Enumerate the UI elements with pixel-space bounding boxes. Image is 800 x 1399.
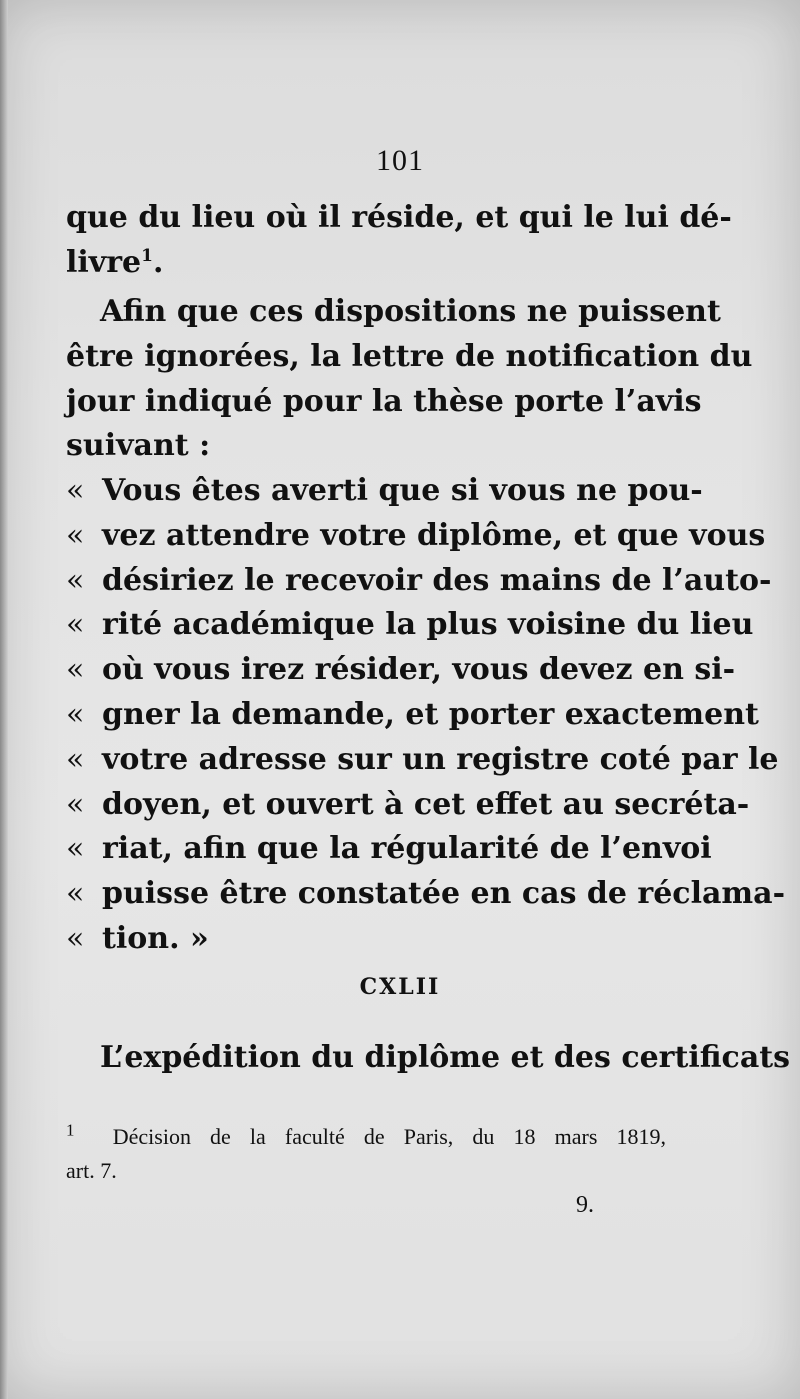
quote-line <box>66 514 766 559</box>
text-line: Afin que ces dispositions ne puissent <box>100 294 721 329</box>
footnote-number <box>66 1120 113 1149</box>
guillemet: « <box>66 920 85 956</box>
text-line: suivant : <box>66 428 211 464</box>
quote-line <box>66 827 712 872</box>
quote-text: vez attendre votre diplôme, et que vous <box>102 517 766 553</box>
paragraph-notification <box>66 290 753 469</box>
quoted-notice <box>66 469 786 962</box>
quote-line <box>66 603 754 648</box>
quote-line <box>66 738 779 783</box>
text-line: jour indiqué pour la thèse porte l’avis <box>66 383 702 419</box>
text-line <box>66 241 666 286</box>
quote-line <box>66 917 666 962</box>
quote-line <box>66 783 750 828</box>
page-edge <box>0 0 8 1399</box>
text-fragment: livre <box>66 244 142 280</box>
quote-text: gner la demande, et porter exactement <box>102 696 759 732</box>
footnote-line: art. 7. <box>66 1158 117 1183</box>
page-number: 101 <box>376 144 424 177</box>
text-line: que du lieu où il réside, et qui le lui dé- <box>66 200 732 235</box>
quote-text: où vous irez résider, vous devez en si- <box>102 652 736 688</box>
quote-text: rité académique la plus voisine du lieu <box>102 607 754 643</box>
paragraph-continuation <box>66 196 732 286</box>
quote-text: votre adresse sur un registre coté par le <box>102 741 779 777</box>
quote-line <box>66 693 759 738</box>
quote-text: doyen, et ouvert à cet effet au secréta- <box>102 786 750 822</box>
guillemet: « <box>66 876 85 912</box>
quote-line <box>66 469 703 514</box>
paragraph-expedition <box>66 1036 790 1081</box>
text-fragment: . <box>152 244 164 280</box>
quote-line <box>66 648 736 693</box>
footnote <box>66 1120 666 1188</box>
guillemet: « <box>66 562 85 598</box>
text-line: L’expédition du diplôme et des certificats <box>100 1040 790 1075</box>
section-heading: CXLII <box>359 974 441 1000</box>
guillemet: « <box>66 652 85 688</box>
quote-text: désiriez le recevoir des mains de l’auto- <box>102 562 772 598</box>
quote-text: Vous êtes averti que si vous ne pou- <box>102 473 703 508</box>
guillemet: « <box>66 831 85 867</box>
quote-line <box>66 872 786 917</box>
text-line: être ignorées, la lettre de notification du <box>66 338 753 374</box>
footnote-text: Décision de la faculté de Paris, du 18 mars 1819, <box>112 1124 667 1149</box>
quote-text: tion. » <box>102 920 209 956</box>
footnote-line <box>66 1120 666 1154</box>
quote-text: puisse être constatée en cas de réclama- <box>102 876 786 912</box>
guillemet: « <box>66 517 85 553</box>
footnote-reference: 1 <box>141 245 153 266</box>
guillemet: « <box>66 741 85 777</box>
guillemet: « <box>66 473 85 508</box>
guillemet: « <box>66 607 85 643</box>
guillemet: « <box>66 786 85 822</box>
signature-mark: 9. <box>576 1192 594 1218</box>
quote-text: riat, afin que la régularité de l’envoi <box>102 831 712 867</box>
guillemet: « <box>66 696 85 732</box>
footnote-marker: 1 <box>66 1120 75 1140</box>
quote-line <box>66 559 772 604</box>
